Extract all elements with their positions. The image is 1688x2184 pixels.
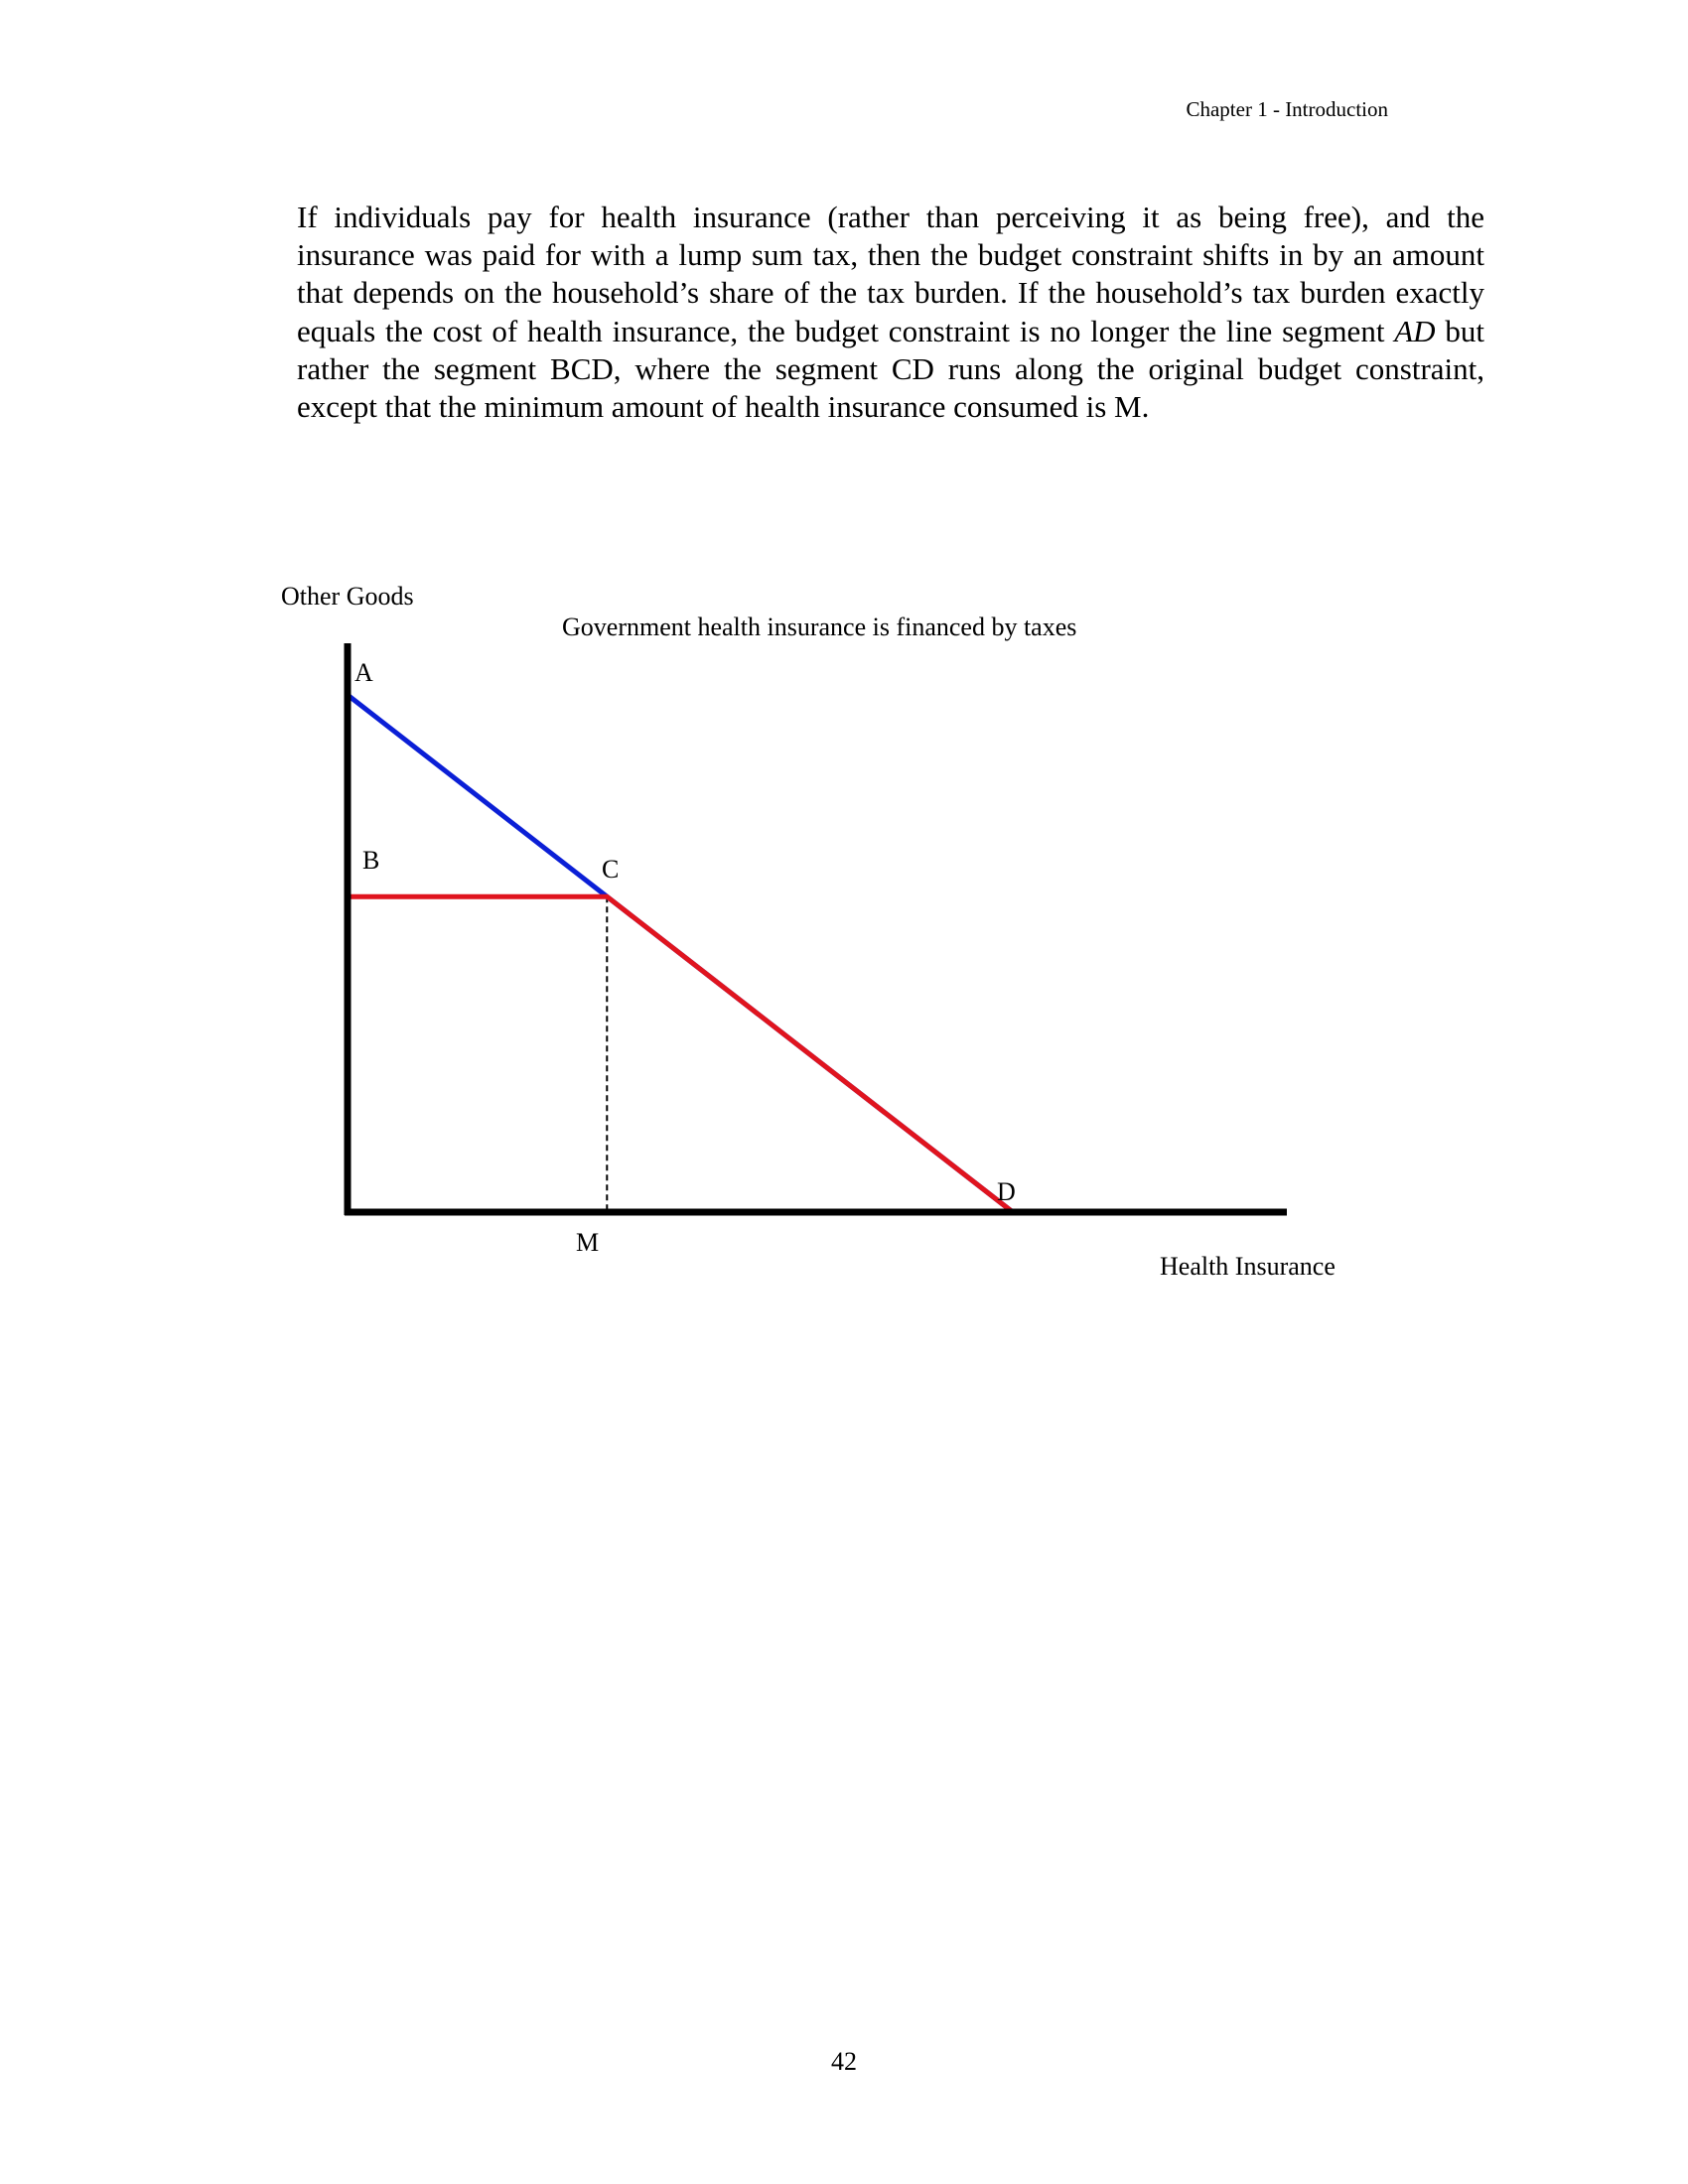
point-label-a: A xyxy=(354,658,373,687)
y-axis-label: Other Goods xyxy=(281,582,414,611)
page-number: 42 xyxy=(831,2047,857,2076)
point-label-d: D xyxy=(997,1177,1016,1206)
point-label-b: B xyxy=(362,846,380,875)
running-header: Chapter 1 - Introduction xyxy=(1186,97,1388,121)
paragraph-part-1: If individuals pay for health insurance (rather than perceiving it as being free), and the insurance was paid for with a lump sum tax, then the budget constraint shifts in by an amount that depends on the household’s share of the tax burden. If the household’s tax burden exactly equals the cost of health insurance, the budget constraint is no longer the line segment xyxy=(297,200,1484,348)
budget-line-bcd xyxy=(348,896,1013,1212)
paragraph-italic-ad: AD xyxy=(1394,313,1436,348)
paragraph-part-2: but rather the segment BCD, where the segment CD runs along the original budget constraint, except that the minimum amount of health insurance consumed is M. xyxy=(297,313,1484,425)
x-axis-label: Health Insurance xyxy=(1160,1252,1336,1281)
point-label-m: M xyxy=(576,1228,600,1257)
figure-title: Government health insurance is financed by taxes xyxy=(562,613,1077,641)
point-label-c: C xyxy=(602,855,620,884)
